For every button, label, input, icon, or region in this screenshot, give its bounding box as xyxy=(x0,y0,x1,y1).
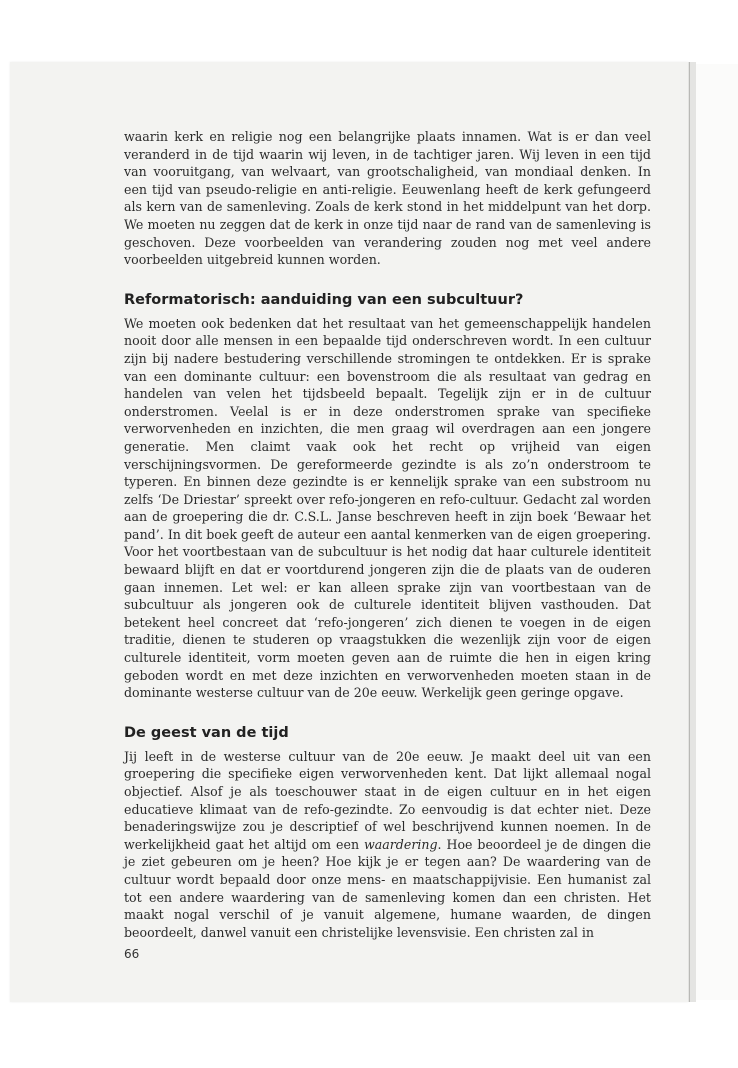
section-body xyxy=(124,748,651,942)
body-text: Jij leeft in de westerse cultuur van de 20e eeuw. Je maakt deel uit van een groepering die specifieke eigen verworvenheden kent. Dat lijkt allemaal nogal objectief. Alsof je als toeschouwer staat in de eigen cultuur en in het eigen educatieve klimaat van de refo-gezindte. Zo eenvoudig is dat echter niet. Deze benaderingswijze zou je descriptief of wel beschrijvend kunnen noemen. In de werkelijkheid gaat het altijd om een xyxy=(124,748,651,852)
intro-paragraph: waarin kerk en religie nog een belangrijke plaats innamen. Wat is er dan veel veranderd in de tijd waarin wij leven, in de tachtiger jaren. Wij leven in een tijd van vooruitgang, van welvaart, van grootschaligheid, van mondiaal denken. In een tijd van pseudo-religie en anti-religie. Eeuwenlang heeft de kerk gefungeerd als kern van de samenleving. Zoals de kerk stond in het middelpunt van het dorp. We moeten nu zeggen dat de kerk in onze tijd naar de rand van de samenleving is geschoven. Deze voorbeelden van verandering zouden nog met veel andere voorbeelden uitgebreid kunnen worden. xyxy=(124,129,651,268)
section-body: We moeten ook bedenken dat het resultaat van het gemeenschappelijk handelen nooit door alle mensen in een bepaalde tijd onderschreven wordt. In een cultuur zijn bij nadere bestudering verschillende stromingen te ontdekken. Er is sprake van een dominante cultuur: een bovenstroom die als resultaat van gedrag en handelen van velen het tijdsbeeld bepaalt. Tegelijk zijn er in de cultuur onderstromen. Veelal is er in deze onderstromen sprake van specifieke verworvenheden en inzichten, die men graag wil overdragen aan een jongere generatie. Men claimt vaak ook het recht op vrijheid van eigen verschijningsvormen. De gereformeerde gezindte is als zo’n onderstroom te typeren. En binnen deze gezindte is er kennelijk sprake van een substroom nu zelfs ‘De Driestar’ spreekt over refo-jongeren en refo-cultuur. Gedacht zal worden aan de groepering die dr. C.S.L. Janse beschreven heeft in zijn boek ‘Bewaar het pand’. In dit boek geeft de auteur een aantal kenmerken van de eigen groepering. Voor het voortbestaan van de subcultuur is het nodig dat haar culturele identiteit bewaard blijft en dat er voortdurend jongeren zijn die de plaats van de ouderen gaan innemen. Let wel: er kan alleen sprake zijn van voortbestaan van de subcultuur als jongeren ook de culturele identiteit blijven vasthouden. Dat betekent heel concreet dat ‘refo-jongeren’ zich dienen te voegen in de eigen traditie, dienen te studeren op vraagstukken die wezenlijk zijn voor de eigen culturele identiteit, vorm moeten geven aan de ruimte die hen in eigen kring geboden wordt en met deze inzichten en verworvenheden moeten staan in de dominante westerse cultuur van de 20e eeuw. Werkelijk geen geringe opgave. xyxy=(124,315,651,701)
section-reformatorisch xyxy=(124,291,651,702)
section-heading: De geest van de tijd xyxy=(124,724,289,741)
page-edge-stack xyxy=(696,64,738,1000)
section-heading: Reformatorisch: aanduiding van een subcultuur? xyxy=(124,291,524,308)
page-edge-line xyxy=(689,62,690,1002)
page-content xyxy=(124,128,651,941)
body-text: . Hoe beoordeel je de dingen die je ziet gebeuren om je heen? Hoe kijk je er tegen aan? De waardering van de cultuur wordt bepaald door onze mens- en maatschappijvisie. Een humanist zal tot een andere waardering van de samenleving komen dan een christen. Het maakt nogal verschil of je vanuit algemene, humane waarden, de dingen beoordeelt, danwel vanuit een christelijke levensvisie. Een christen zal in xyxy=(124,836,651,940)
page-number: 66 xyxy=(124,947,140,961)
section-geest-van-de-tijd xyxy=(124,724,651,942)
emphasis-text: waardering xyxy=(363,836,438,852)
